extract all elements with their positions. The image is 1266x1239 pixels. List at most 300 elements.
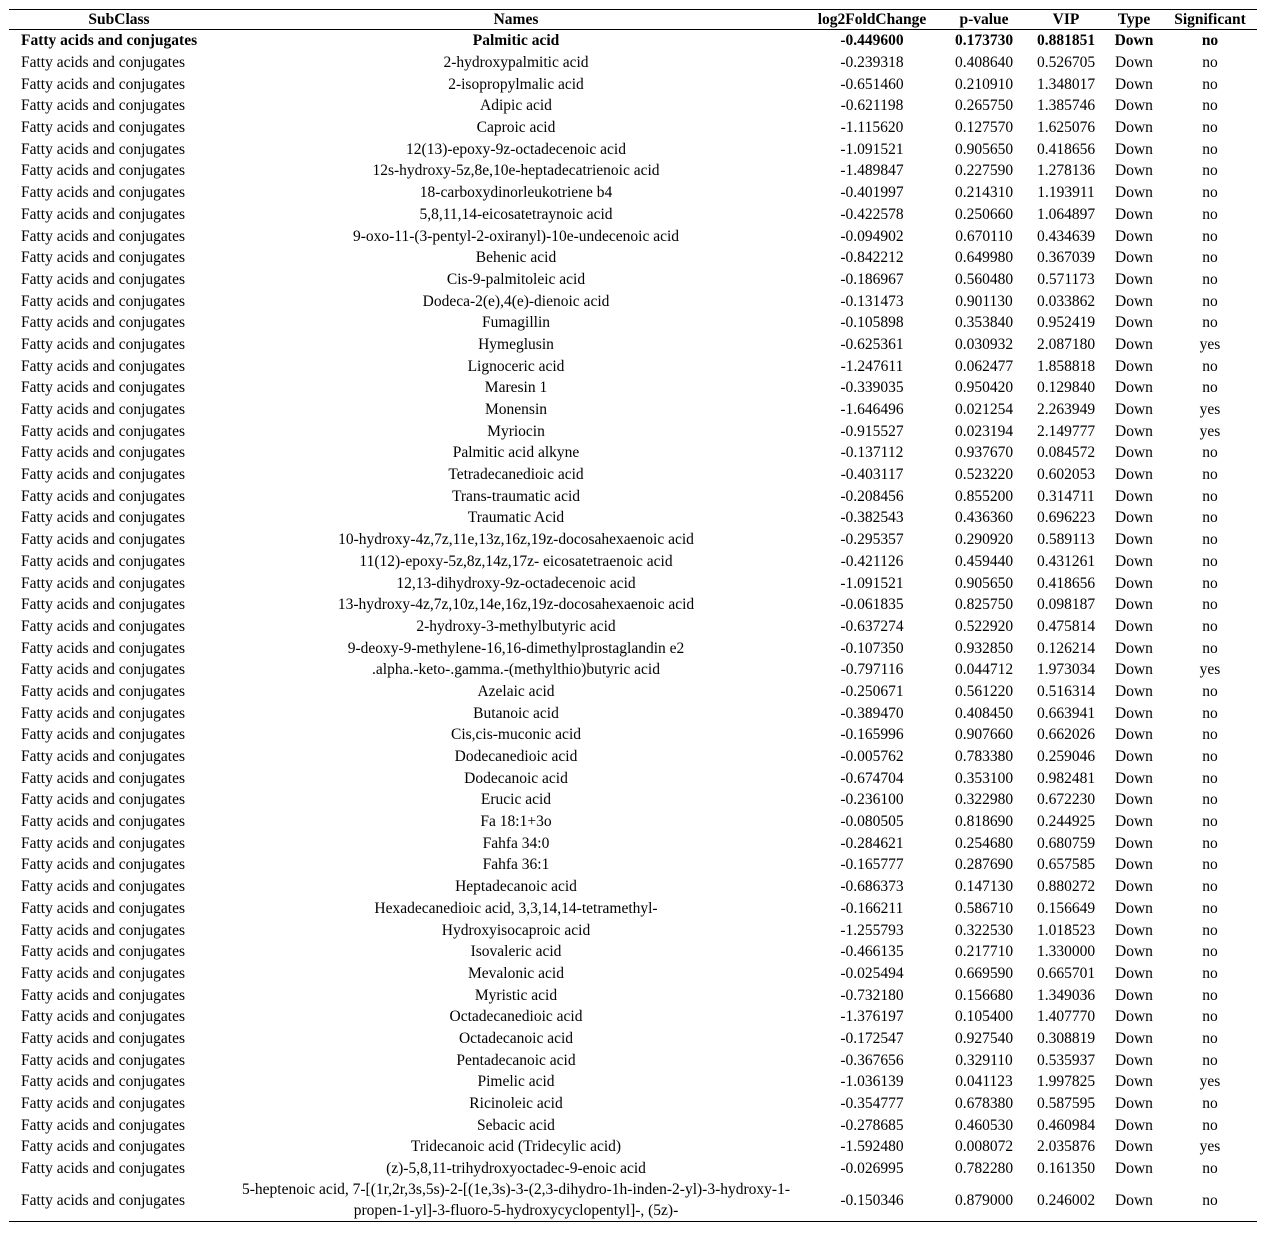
cell-log2foldchange: -1.247611: [840, 357, 904, 375]
cell-name: 5,8,11,14-eicosatetraynoic acid: [419, 205, 613, 223]
cell-type: Down: [1115, 921, 1153, 939]
table-row: [9, 832, 1257, 854]
cell-name: 10-hydroxy-4z,7z,11e,13z,16z,19z-docosahexaenoic acid: [338, 531, 694, 549]
cell-subclass: Fatty acids and conjugates: [21, 444, 185, 462]
cell-log2foldchange: -0.061835: [840, 596, 904, 614]
data-table: [9, 9, 1257, 1222]
cell-subclass: Fatty acids and conjugates: [21, 682, 185, 700]
cell-subclass: Fatty acids and conjugates: [21, 574, 185, 592]
cell-p-value: 0.937670: [954, 444, 1014, 462]
table-row: [9, 73, 1257, 95]
cell-log2foldchange: -0.131473: [840, 292, 904, 310]
cell-vip: 1.385746: [1036, 97, 1096, 115]
cell-log2foldchange: -0.732180: [840, 986, 904, 1004]
cell-p-value: 0.044712: [954, 661, 1014, 679]
cell-log2foldchange: -0.621198: [840, 97, 904, 115]
table-row: [9, 247, 1257, 269]
cell-type: Down: [1115, 878, 1153, 896]
cell-name: Maresin 1: [484, 379, 548, 397]
cell-subclass: Fatty acids and conjugates: [21, 986, 185, 1004]
table-row: [9, 399, 1257, 421]
cell-log2foldchange: -0.165777: [840, 856, 904, 874]
cell-name: Myristic acid: [474, 986, 558, 1004]
cell-name: Lignoceric acid: [467, 357, 565, 375]
cell-p-value: 0.818690: [954, 813, 1014, 831]
cell-significant: no: [1202, 726, 1218, 744]
cell-type: Down: [1115, 162, 1153, 180]
cell-name: Pentadecanoic acid: [456, 1051, 576, 1069]
cell-log2foldchange: -0.239318: [840, 54, 904, 72]
cell-p-value: 0.560480: [954, 270, 1014, 288]
cell-p-value: 0.217710: [954, 943, 1014, 961]
cell-name: 12s-hydroxy-5z,8e,10e-heptadecatrienoic acid: [372, 162, 660, 180]
cell-p-value: 0.905650: [954, 574, 1014, 592]
cell-log2foldchange: -0.449600: [840, 32, 904, 50]
cell-significant: no: [1202, 574, 1218, 592]
table-row: [9, 182, 1257, 204]
cell-significant: no: [1202, 97, 1218, 115]
cell-vip: 1.407770: [1036, 1008, 1096, 1026]
cell-vip: 1.973034: [1036, 661, 1096, 679]
cell-p-value: 0.855200: [954, 487, 1014, 505]
cell-type: Down: [1115, 379, 1153, 397]
cell-type: Down: [1115, 726, 1153, 744]
cell-name: 9-deoxy-9-methylene-16,16-dimethylprostaglandin e2: [347, 639, 685, 657]
cell-significant: no: [1202, 314, 1218, 332]
cell-type: Down: [1115, 509, 1153, 527]
cell-significant: no: [1202, 509, 1218, 527]
cell-name: Tetradecanedioic acid: [448, 466, 584, 484]
cell-vip: 1.858818: [1036, 357, 1096, 375]
cell-p-value: 0.523220: [954, 466, 1014, 484]
cell-type: Down: [1115, 704, 1153, 722]
cell-log2foldchange: -1.036139: [840, 1073, 904, 1091]
cell-p-value: 0.586710: [954, 899, 1014, 917]
cell-subclass: Fatty acids and conjugates: [21, 791, 185, 809]
cell-p-value: 0.950420: [954, 379, 1014, 397]
cell-significant: no: [1202, 249, 1218, 267]
cell-p-value: 0.254680: [954, 834, 1014, 852]
cell-log2foldchange: -1.091521: [840, 140, 904, 158]
cell-log2foldchange: -0.166211: [840, 899, 904, 917]
cell-name: Isovaleric acid: [470, 943, 562, 961]
cell-significant: no: [1202, 292, 1218, 310]
cell-subclass: Fatty acids and conjugates: [21, 964, 185, 982]
cell-subclass: Fatty acids and conjugates: [21, 314, 185, 332]
cell-p-value: 0.459440: [954, 552, 1014, 570]
cell-p-value: 0.678380: [954, 1095, 1014, 1113]
cell-significant: yes: [1199, 422, 1221, 440]
cell-subclass: Fatty acids and conjugates: [21, 856, 185, 874]
cell-p-value: 0.825750: [954, 596, 1014, 614]
cell-name: 9-oxo-11-(3-pentyl-2-oxiranyl)-10e-undecenoic acid: [352, 227, 680, 245]
cell-p-value: 0.214310: [954, 184, 1014, 202]
table-row: [9, 616, 1257, 638]
cell-type: Down: [1115, 270, 1153, 288]
cell-subclass: Fatty acids and conjugates: [21, 1051, 185, 1069]
cell-significant: no: [1202, 682, 1218, 700]
cell-subclass: Fatty acids and conjugates: [21, 270, 185, 288]
cell-significant: no: [1202, 1008, 1218, 1026]
cell-p-value: 0.436360: [954, 509, 1014, 527]
cell-type: Down: [1115, 1029, 1153, 1047]
cell-name: 12(13)-epoxy-9z-octadecenoic acid: [406, 140, 626, 158]
cell-log2foldchange: -0.637274: [840, 617, 904, 635]
cell-log2foldchange: -0.107350: [840, 639, 904, 657]
cell-p-value: 0.062477: [954, 357, 1014, 375]
cell-type: Down: [1115, 1051, 1153, 1069]
cell-p-value: 0.227590: [954, 162, 1014, 180]
cell-name: Traumatic Acid: [467, 509, 565, 527]
cell-subclass: Fatty acids and conjugates: [21, 552, 185, 570]
cell-log2foldchange: -1.091521: [840, 574, 904, 592]
table-row: [9, 442, 1257, 464]
cell-subclass: Fatty acids and conjugates: [21, 487, 185, 505]
cell-p-value: 0.023194: [954, 422, 1014, 440]
cell-subclass: Fatty acids and conjugates: [21, 422, 185, 440]
cell-type: Down: [1115, 639, 1153, 657]
cell-vip: 0.680759: [1036, 834, 1096, 852]
table-row: [9, 204, 1257, 226]
cell-subclass: Fatty acids and conjugates: [21, 32, 198, 50]
cell-vip: 1.997825: [1036, 1073, 1096, 1091]
cell-p-value: 0.105400: [954, 1008, 1014, 1026]
cell-subclass: Fatty acids and conjugates: [21, 834, 185, 852]
cell-type: Down: [1115, 292, 1153, 310]
cell-p-value: 0.408640: [954, 54, 1014, 72]
cell-p-value: 0.127570: [954, 119, 1014, 137]
cell-significant: no: [1202, 769, 1218, 787]
table-row: [9, 984, 1257, 1006]
cell-significant: no: [1202, 878, 1218, 896]
cell-name: Butanoic acid: [473, 704, 559, 722]
cell-name: 12,13-dihydroxy-9z-octadecenoic acid: [396, 574, 636, 592]
cell-significant: no: [1202, 184, 1218, 202]
cell-subclass: Fatty acids and conjugates: [21, 1095, 185, 1113]
cell-name: (z)-5,8,11-trihydroxyoctadec-9-enoic acid: [386, 1160, 646, 1178]
cell-name: Heptadecanoic acid: [455, 878, 577, 896]
cell-significant: no: [1202, 162, 1218, 180]
cell-type: Down: [1115, 661, 1153, 679]
cell-vip: 0.244925: [1036, 813, 1096, 831]
cell-type: Down: [1115, 1073, 1153, 1091]
table-row: [9, 160, 1257, 182]
cell-subclass: Fatty acids and conjugates: [21, 1138, 185, 1156]
cell-name: Dodeca-2(e),4(e)-dienoic acid: [422, 292, 610, 310]
cell-p-value: 0.932850: [954, 639, 1014, 657]
table-row: [9, 290, 1257, 312]
cell-subclass: Fatty acids and conjugates: [21, 531, 185, 549]
cell-vip: 0.880272: [1036, 878, 1096, 896]
cell-significant: no: [1202, 119, 1218, 137]
cell-log2foldchange: -0.401997: [840, 184, 904, 202]
table-row: [9, 1158, 1257, 1180]
cell-type: Down: [1115, 748, 1153, 766]
cell-subclass: Fatty acids and conjugates: [21, 509, 185, 527]
cell-name: 2-hydroxypalmitic acid: [443, 54, 589, 72]
cell-vip: 0.696223: [1036, 509, 1096, 527]
cell-type: Down: [1115, 574, 1153, 592]
cell-vip: 0.308819: [1036, 1029, 1096, 1047]
cell-name: Sebacic acid: [477, 1116, 555, 1134]
table-row: [9, 1093, 1257, 1115]
cell-vip: 0.161350: [1036, 1160, 1096, 1178]
cell-significant: no: [1202, 379, 1218, 397]
cell-type: Down: [1115, 119, 1153, 137]
cell-significant: no: [1202, 748, 1218, 766]
cell-subclass: Fatty acids and conjugates: [21, 249, 185, 267]
cell-name: 18-carboxydinorleukotriene b4: [419, 184, 613, 202]
cell-subclass: Fatty acids and conjugates: [21, 335, 185, 353]
table-row: [9, 377, 1257, 399]
header-log2foldchange: log2FoldChange: [817, 11, 927, 28]
cell-name: Azelaic acid: [477, 682, 555, 700]
cell-subclass: Fatty acids and conjugates: [21, 162, 185, 180]
cell-vip: 0.129840: [1036, 379, 1096, 397]
cell-p-value: 0.322530: [954, 921, 1014, 939]
cell-log2foldchange: -0.842212: [840, 249, 904, 267]
table-row: [9, 138, 1257, 160]
cell-name: Erucic acid: [480, 791, 552, 809]
cell-type: Down: [1115, 856, 1153, 874]
cell-subclass: Fatty acids and conjugates: [21, 921, 185, 939]
cell-type: Down: [1115, 531, 1153, 549]
cell-subclass: Fatty acids and conjugates: [21, 639, 185, 657]
header-vip: VIP: [1052, 11, 1080, 28]
cell-name: Behenic acid: [475, 249, 557, 267]
cell-significant: no: [1202, 1051, 1218, 1069]
cell-log2foldchange: -0.278685: [840, 1116, 904, 1134]
cell-vip: 0.033862: [1036, 292, 1096, 310]
cell-vip: 1.193911: [1037, 184, 1095, 202]
cell-p-value: 0.021254: [954, 401, 1014, 419]
cell-name: Cis-9-palmitoleic acid: [446, 270, 586, 288]
header-names: Names: [493, 11, 539, 28]
cell-vip: 1.625076: [1036, 119, 1096, 137]
cell-type: Down: [1115, 1116, 1153, 1134]
cell-p-value: 0.041123: [955, 1073, 1013, 1091]
cell-log2foldchange: -1.592480: [840, 1138, 904, 1156]
cell-p-value: 0.210910: [954, 75, 1014, 93]
cell-significant: no: [1202, 899, 1218, 917]
header-significant: Significant: [1174, 11, 1246, 28]
cell-subclass: Fatty acids and conjugates: [21, 943, 185, 961]
cell-p-value: 0.408450: [954, 704, 1014, 722]
cell-significant: no: [1202, 140, 1218, 158]
cell-vip: 0.589113: [1037, 531, 1095, 549]
cell-log2foldchange: -1.115620: [840, 119, 904, 137]
cell-type: Down: [1115, 444, 1153, 462]
cell-vip: 0.259046: [1036, 748, 1096, 766]
cell-log2foldchange: -0.339035: [840, 379, 904, 397]
cell-log2foldchange: -0.422578: [840, 205, 904, 223]
cell-type: Down: [1115, 140, 1153, 158]
cell-name: Adipic acid: [480, 97, 552, 115]
cell-vip: 0.672230: [1036, 791, 1096, 809]
cell-name: Myriocin: [487, 422, 545, 440]
table-row: [9, 529, 1257, 551]
cell-significant: yes: [1199, 401, 1221, 419]
table-row: [9, 941, 1257, 963]
cell-subclass: Fatty acids and conjugates: [21, 466, 185, 484]
cell-significant: yes: [1199, 1138, 1221, 1156]
table-row: [9, 269, 1257, 291]
cell-p-value: 0.670110: [955, 227, 1013, 245]
cell-type: Down: [1115, 986, 1153, 1004]
table-row: [9, 117, 1257, 139]
cell-log2foldchange: -0.466135: [840, 943, 904, 961]
cell-significant: no: [1202, 834, 1218, 852]
cell-significant: no: [1202, 1191, 1218, 1209]
cell-log2foldchange: -0.250671: [840, 682, 904, 700]
cell-significant: no: [1202, 617, 1218, 635]
table-row: [9, 1071, 1257, 1093]
header-p-value: p-value: [959, 11, 1009, 28]
cell-type: Down: [1115, 682, 1153, 700]
cell-significant: no: [1202, 205, 1218, 223]
cell-log2foldchange: -0.674704: [840, 769, 904, 787]
cell-vip: 0.982481: [1036, 769, 1096, 787]
cell-p-value: 0.669590: [954, 964, 1014, 982]
cell-vip: 0.418656: [1036, 140, 1096, 158]
cell-name: 2-isopropylmalic acid: [448, 75, 584, 93]
cell-subclass: Fatty acids and conjugates: [21, 1116, 185, 1134]
cell-log2foldchange: -0.137112: [840, 444, 904, 462]
cell-p-value: 0.290920: [954, 531, 1014, 549]
cell-p-value: 0.901130: [955, 292, 1013, 310]
cell-log2foldchange: -0.382543: [840, 509, 904, 527]
cell-name: Caproic acid: [476, 119, 556, 137]
header-subclass: SubClass: [88, 11, 150, 28]
cell-significant: no: [1202, 704, 1218, 722]
table-row: [9, 1028, 1257, 1050]
cell-name: Hexadecanedioic acid, 3,3,14,14-tetramethyl-: [374, 899, 658, 917]
cell-subclass: Fatty acids and conjugates: [21, 97, 185, 115]
cell-subclass: Fatty acids and conjugates: [21, 1029, 185, 1047]
cell-significant: no: [1202, 531, 1218, 549]
table-row: [9, 1179, 1257, 1222]
table-row: [9, 767, 1257, 789]
cell-significant: no: [1202, 986, 1218, 1004]
cell-name: Octadecanoic acid: [458, 1029, 574, 1047]
cell-vip: 1.348017: [1036, 75, 1096, 93]
table-row: [9, 789, 1257, 811]
cell-log2foldchange: -0.421126: [840, 552, 904, 570]
cell-name: 13-hydroxy-4z,7z,10z,14e,16z,19z-docosahexaenoic acid: [337, 596, 695, 614]
cell-vip: 1.064897: [1036, 205, 1096, 223]
cell-subclass: Fatty acids and conjugates: [21, 661, 185, 679]
cell-type: Down: [1115, 769, 1153, 787]
cell-name: Tridecanoic acid (Tridecylic acid): [410, 1138, 622, 1156]
cell-p-value: 0.030932: [954, 335, 1014, 353]
cell-type: Down: [1115, 1095, 1153, 1113]
table-row: [9, 1049, 1257, 1071]
cell-p-value: 0.927540: [954, 1029, 1014, 1047]
cell-vip: 0.418656: [1036, 574, 1096, 592]
cell-log2foldchange: -0.105898: [840, 314, 904, 332]
cell-type: Down: [1115, 1160, 1153, 1178]
cell-type: Down: [1115, 357, 1153, 375]
cell-vip: 0.434639: [1036, 227, 1096, 245]
cell-type: Down: [1115, 401, 1153, 419]
cell-name: .alpha.-keto-.gamma.-(methylthio)butyric acid: [372, 661, 660, 679]
cell-vip: 0.516314: [1036, 682, 1096, 700]
cell-name: Fahfa 36:1: [482, 856, 550, 874]
cell-type: Down: [1114, 32, 1154, 50]
cell-p-value: 0.173730: [954, 32, 1014, 50]
cell-vip: 1.349036: [1036, 986, 1096, 1004]
cell-p-value: 0.265750: [954, 97, 1014, 115]
cell-subclass: Fatty acids and conjugates: [21, 75, 185, 93]
cell-vip: 0.662026: [1036, 726, 1096, 744]
cell-subclass: Fatty acids and conjugates: [21, 617, 185, 635]
cell-subclass: Fatty acids and conjugates: [21, 726, 185, 744]
cell-significant: no: [1201, 32, 1219, 50]
cell-vip: 0.475814: [1036, 617, 1096, 635]
cell-significant: yes: [1199, 1073, 1221, 1091]
cell-vip: 1.018523: [1036, 921, 1096, 939]
cell-type: Down: [1115, 1138, 1153, 1156]
table-row: [9, 637, 1257, 659]
cell-subclass: Fatty acids and conjugates: [21, 227, 185, 245]
cell-significant: no: [1202, 1029, 1218, 1047]
cell-vip: 0.952419: [1036, 314, 1096, 332]
cell-log2foldchange: -1.489847: [840, 162, 904, 180]
cell-name: Fumagillin: [481, 314, 551, 332]
cell-p-value: 0.879000: [954, 1191, 1014, 1209]
cell-type: Down: [1115, 75, 1153, 93]
cell-subclass: Fatty acids and conjugates: [21, 1191, 185, 1209]
cell-log2foldchange: -1.255793: [840, 921, 904, 939]
cell-vip: 1.330000: [1036, 943, 1096, 961]
cell-significant: no: [1202, 357, 1218, 375]
cell-type: Down: [1115, 466, 1153, 484]
cell-vip: 0.314711: [1037, 487, 1095, 505]
cell-p-value: 0.522920: [954, 617, 1014, 635]
cell-p-value: 0.329110: [955, 1051, 1013, 1069]
cell-subclass: Fatty acids and conjugates: [21, 1008, 185, 1026]
cell-log2foldchange: -1.376197: [840, 1008, 904, 1026]
cell-vip: 0.431261: [1036, 552, 1096, 570]
cell-log2foldchange: -0.208456: [840, 487, 904, 505]
cell-type: Down: [1115, 54, 1153, 72]
cell-significant: no: [1202, 639, 1218, 657]
cell-log2foldchange: -0.797116: [840, 661, 904, 679]
cell-subclass: Fatty acids and conjugates: [21, 401, 185, 419]
cell-p-value: 0.782280: [954, 1160, 1014, 1178]
cell-significant: no: [1202, 943, 1218, 961]
cell-subclass: Fatty acids and conjugates: [21, 379, 185, 397]
cell-significant: no: [1202, 813, 1218, 831]
table-row: [9, 746, 1257, 768]
cell-type: Down: [1115, 813, 1153, 831]
cell-vip: 0.881851: [1036, 32, 1096, 50]
cell-log2foldchange: -0.295357: [840, 531, 904, 549]
cell-vip: 0.246002: [1036, 1191, 1096, 1209]
cell-subclass: Fatty acids and conjugates: [21, 704, 185, 722]
cell-type: Down: [1115, 791, 1153, 809]
cell-significant: no: [1202, 270, 1218, 288]
cell-vip: 0.526705: [1036, 54, 1096, 72]
cell-p-value: 0.322980: [954, 791, 1014, 809]
cell-name: Hydroxyisocaproic acid: [441, 921, 591, 939]
cell-subclass: Fatty acids and conjugates: [21, 119, 185, 137]
cell-name: 5-heptenoic acid, 7-[(1r,2r,3s,5s)-2-[(1e,3s)-3-(2,3-dihydro-1h-inden-2-yl)-3-hydroxy-1-propen-1-yl]-3-fluoro-5-hydroxycyclopentyl]-, (5z)-: [242, 1181, 790, 1220]
cell-type: Down: [1115, 184, 1153, 202]
table-row: [9, 1136, 1257, 1158]
cell-type: Down: [1115, 314, 1153, 332]
cell-log2foldchange: -0.025494: [840, 964, 904, 982]
